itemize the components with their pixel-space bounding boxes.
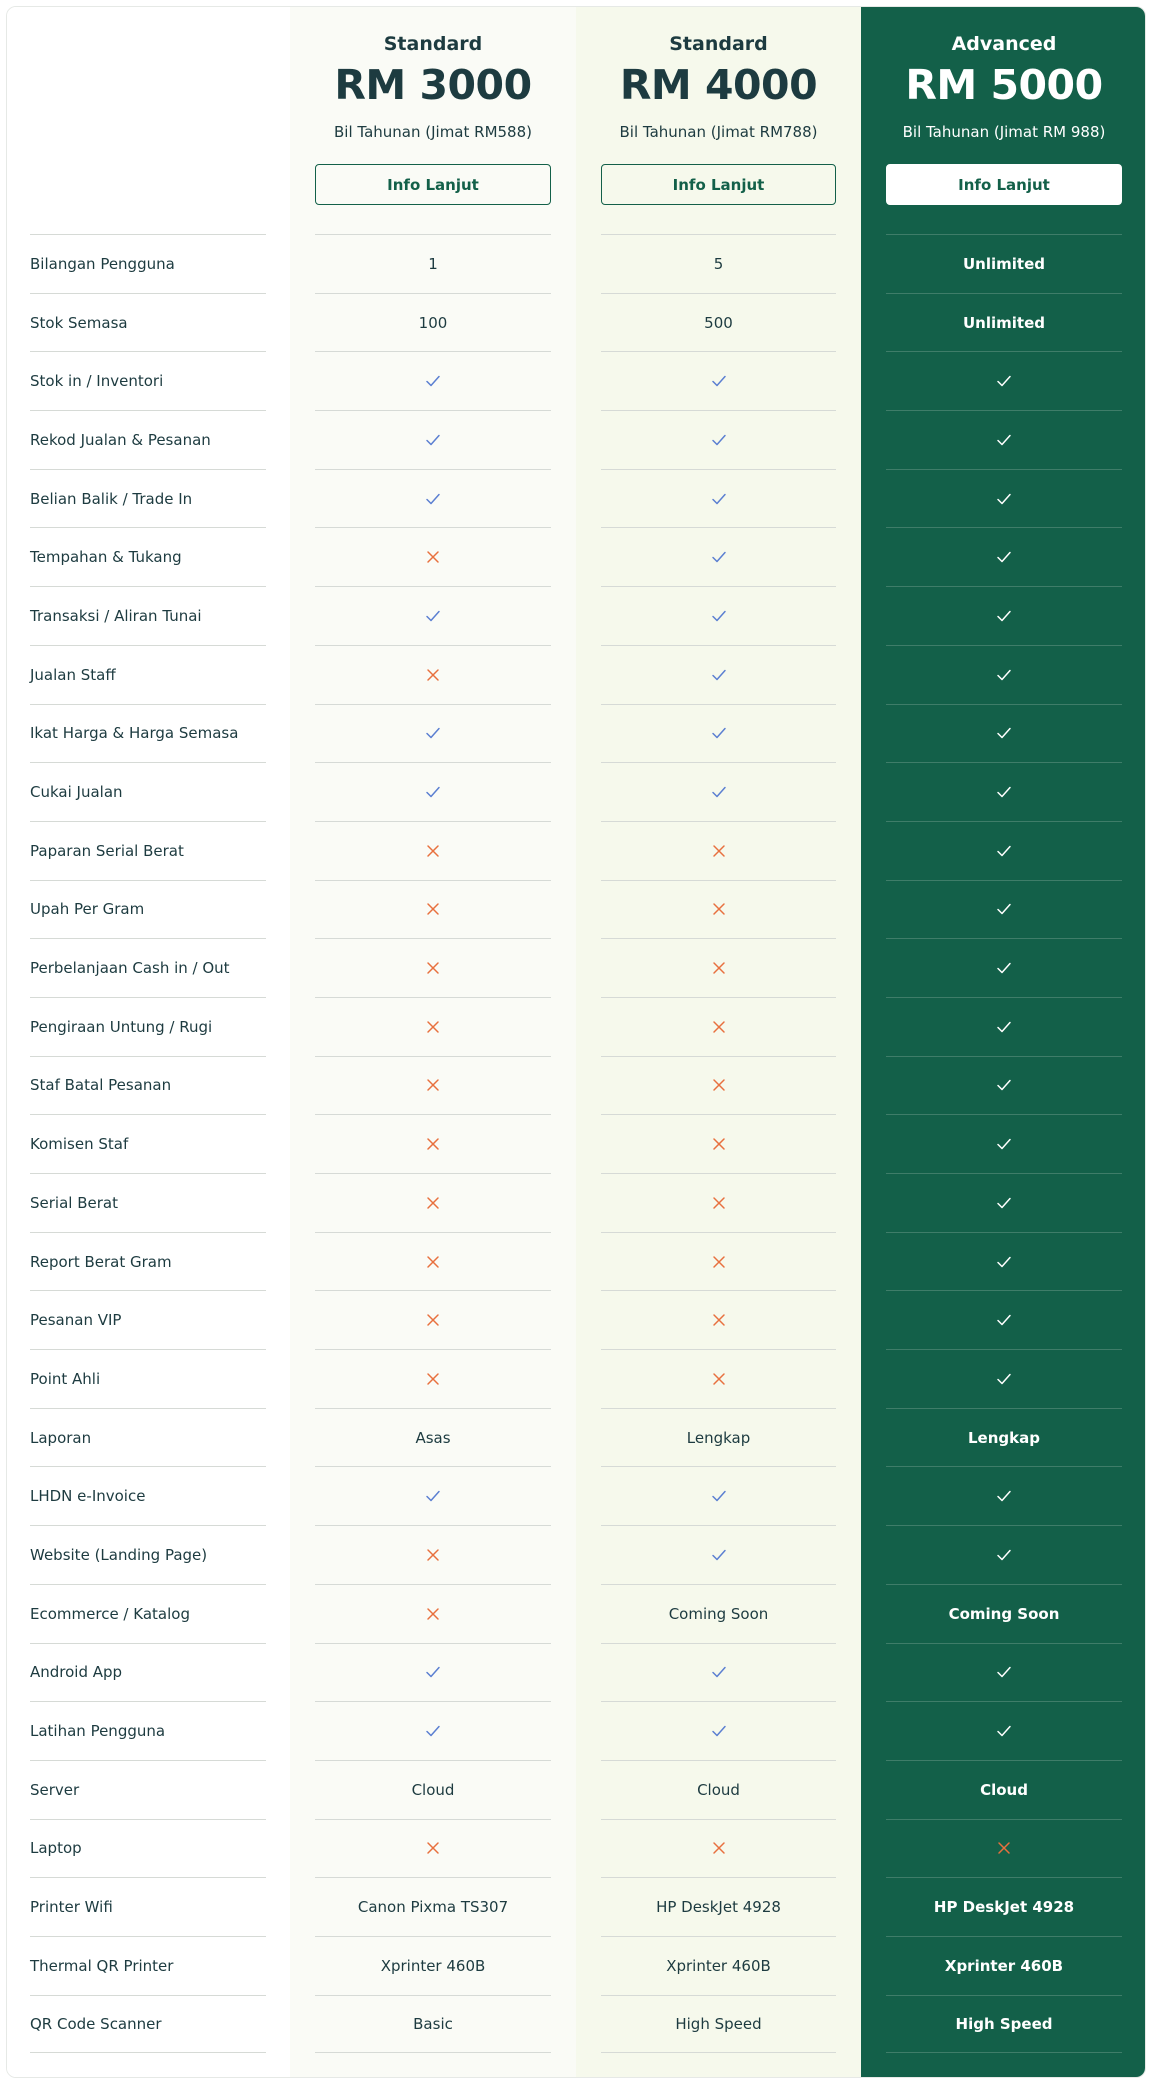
plan-header <box>290 7 576 234</box>
feature-value: Coming Soon <box>601 1584 836 1643</box>
info-lanjut-button[interactable]: Info Lanjut <box>315 164 551 205</box>
feature-excluded <box>315 1349 551 1408</box>
feature-label: Printer Wifi <box>30 1877 266 1936</box>
feature-included <box>886 351 1122 410</box>
feature-value: Xprinter 460B <box>601 1936 836 1995</box>
feature-included <box>886 1701 1122 1760</box>
cross-icon <box>711 1019 727 1035</box>
cross-icon <box>711 1840 727 1856</box>
feature-label: LHDN e-Invoice <box>30 1466 266 1525</box>
cross-icon <box>425 843 441 859</box>
pricing-table <box>6 6 1146 2078</box>
feature-value: 1 <box>315 234 551 293</box>
check-icon <box>711 784 727 800</box>
plan-header <box>861 7 1146 234</box>
check-icon <box>711 725 727 741</box>
feature-included <box>315 704 551 763</box>
feature-excluded <box>601 938 836 997</box>
feature-included <box>601 704 836 763</box>
feature-label: Bilangan Pengguna <box>30 234 266 293</box>
plan-billing: Bil Tahunan (Jimat RM 988) <box>902 123 1106 141</box>
feature-label: Ecommerce / Katalog <box>30 1584 266 1643</box>
cross-icon <box>425 1840 441 1856</box>
feature-included <box>315 1701 551 1760</box>
feature-excluded <box>315 1173 551 1232</box>
feature-value: Unlimited <box>886 234 1122 293</box>
check-icon <box>996 1547 1012 1563</box>
feature-included <box>886 1643 1122 1702</box>
feature-label: Serial Berat <box>30 1173 266 1232</box>
plan-tier: Advanced <box>951 33 1057 55</box>
feature-included <box>315 762 551 821</box>
feature-value: Xprinter 460B <box>315 1936 551 1995</box>
cross-icon <box>711 1254 727 1270</box>
check-icon <box>996 608 1012 624</box>
feature-value: Basic <box>315 1995 551 2054</box>
feature-label: Cukai Jualan <box>30 762 266 821</box>
check-icon <box>996 1488 1012 1504</box>
feature-label: Pesanan VIP <box>30 1290 266 1349</box>
check-icon <box>996 1195 1012 1211</box>
feature-excluded <box>315 1056 551 1115</box>
cross-icon <box>425 1371 441 1387</box>
feature-label: Stok Semasa <box>30 293 266 352</box>
cross-icon <box>711 843 727 859</box>
feature-excluded <box>315 938 551 997</box>
cross-icon <box>711 1077 727 1093</box>
feature-included <box>886 1173 1122 1232</box>
feature-excluded <box>315 1232 551 1291</box>
info-lanjut-button[interactable]: Info Lanjut <box>601 164 836 205</box>
check-icon <box>425 373 441 389</box>
cross-icon <box>711 1136 727 1152</box>
cross-icon <box>425 1077 441 1093</box>
feature-label: Transaksi / Aliran Tunai <box>30 586 266 645</box>
feature-label: Latihan Pengguna <box>30 1701 266 1760</box>
feature-included <box>315 1643 551 1702</box>
feature-included <box>315 469 551 528</box>
feature-included <box>886 1525 1122 1584</box>
feature-value: Xprinter 460B <box>886 1936 1122 1995</box>
check-icon <box>711 1488 727 1504</box>
check-icon <box>996 1312 1012 1328</box>
check-icon <box>996 901 1012 917</box>
cross-icon <box>711 1195 727 1211</box>
info-lanjut-button[interactable]: Info Lanjut <box>886 164 1122 205</box>
feature-label: Point Ahli <box>30 1349 266 1408</box>
feature-included <box>601 351 836 410</box>
check-icon <box>996 549 1012 565</box>
feature-excluded <box>315 821 551 880</box>
cross-icon <box>996 1840 1012 1856</box>
check-icon <box>996 960 1012 976</box>
cross-icon <box>425 901 441 917</box>
feature-value: Coming Soon <box>886 1584 1122 1643</box>
feature-label: Website (Landing Page) <box>30 1525 266 1584</box>
feature-included <box>886 586 1122 645</box>
feature-excluded <box>601 1290 836 1349</box>
feature-value: Cloud <box>601 1760 836 1819</box>
check-icon <box>996 725 1012 741</box>
feature-included <box>886 527 1122 586</box>
check-icon <box>711 1723 727 1739</box>
feature-label: Perbelanjaan Cash in / Out <box>30 938 266 997</box>
cross-icon <box>425 1254 441 1270</box>
feature-excluded <box>601 880 836 939</box>
feature-value: High Speed <box>601 1995 836 2054</box>
plan-price: RM 5000 <box>905 61 1103 109</box>
check-icon <box>996 1019 1012 1035</box>
check-icon <box>425 1488 441 1504</box>
check-icon <box>711 608 727 624</box>
plan-price: RM 4000 <box>619 61 818 109</box>
feature-included <box>886 1114 1122 1173</box>
cross-icon <box>425 1136 441 1152</box>
feature-included <box>886 1466 1122 1525</box>
feature-value: Asas <box>315 1408 551 1467</box>
check-icon <box>711 1664 727 1680</box>
plan-values <box>576 234 861 2053</box>
plan-values <box>861 234 1146 2053</box>
feature-value: Cloud <box>315 1760 551 1819</box>
feature-excluded <box>601 821 836 880</box>
feature-value: Cloud <box>886 1760 1122 1819</box>
feature-label: Ikat Harga & Harga Semasa <box>30 704 266 763</box>
cross-icon <box>425 549 441 565</box>
feature-included <box>886 410 1122 469</box>
feature-label: Belian Balik / Trade In <box>30 469 266 528</box>
feature-included <box>886 469 1122 528</box>
feature-included <box>601 1466 836 1525</box>
feature-excluded <box>315 527 551 586</box>
plan-tier: Standard <box>383 33 483 55</box>
check-icon <box>996 667 1012 683</box>
feature-label: Staf Batal Pesanan <box>30 1056 266 1115</box>
check-icon <box>711 667 727 683</box>
feature-label: Paparan Serial Berat <box>30 821 266 880</box>
check-icon <box>425 491 441 507</box>
plan-values <box>290 234 576 2053</box>
feature-excluded <box>601 997 836 1056</box>
check-icon <box>425 784 441 800</box>
check-icon <box>996 1723 1012 1739</box>
feature-label: Laporan <box>30 1408 266 1467</box>
feature-value: 100 <box>315 293 551 352</box>
check-icon <box>711 491 727 507</box>
feature-label: Jualan Staff <box>30 645 266 704</box>
feature-excluded <box>315 1584 551 1643</box>
feature-column <box>7 7 290 2077</box>
feature-included <box>601 586 836 645</box>
cross-icon <box>425 1019 441 1035</box>
feature-included <box>601 762 836 821</box>
check-icon <box>711 432 727 448</box>
feature-included <box>886 880 1122 939</box>
feature-included <box>886 938 1122 997</box>
feature-label: Server <box>30 1760 266 1819</box>
feature-label: Upah Per Gram <box>30 880 266 939</box>
feature-value: Lengkap <box>601 1408 836 1467</box>
check-icon <box>996 784 1012 800</box>
feature-included <box>886 1232 1122 1291</box>
cross-icon <box>711 960 727 976</box>
check-icon <box>996 1254 1012 1270</box>
feature-included <box>886 821 1122 880</box>
cross-icon <box>425 1547 441 1563</box>
cross-icon <box>711 901 727 917</box>
feature-included <box>315 1466 551 1525</box>
feature-included <box>886 762 1122 821</box>
plan-tier: Standard <box>669 33 768 55</box>
feature-included <box>601 1701 836 1760</box>
feature-excluded <box>601 1819 836 1878</box>
check-icon <box>996 1077 1012 1093</box>
check-icon <box>711 1547 727 1563</box>
feature-included <box>601 645 836 704</box>
feature-excluded <box>315 880 551 939</box>
feature-value: HP DeskJet 4928 <box>886 1877 1122 1936</box>
feature-value: 5 <box>601 234 836 293</box>
feature-included <box>886 704 1122 763</box>
feature-excluded <box>315 645 551 704</box>
feature-value: HP DeskJet 4928 <box>601 1877 836 1936</box>
feature-excluded <box>601 1232 836 1291</box>
feature-excluded <box>601 1056 836 1115</box>
check-icon <box>996 1371 1012 1387</box>
feature-excluded <box>601 1349 836 1408</box>
feature-excluded <box>315 997 551 1056</box>
cross-icon <box>711 1312 727 1328</box>
check-icon <box>711 373 727 389</box>
check-icon <box>996 1664 1012 1680</box>
feature-included <box>601 469 836 528</box>
feature-included <box>886 1056 1122 1115</box>
check-icon <box>425 1723 441 1739</box>
feature-list <box>7 234 290 2053</box>
cross-icon <box>711 1371 727 1387</box>
feature-included <box>601 410 836 469</box>
cross-icon <box>425 667 441 683</box>
check-icon <box>996 491 1012 507</box>
feature-included <box>601 1525 836 1584</box>
feature-included <box>315 586 551 645</box>
feature-value: Lengkap <box>886 1408 1122 1467</box>
feature-value: 500 <box>601 293 836 352</box>
cross-icon <box>425 960 441 976</box>
check-icon <box>996 1136 1012 1152</box>
plan-price: RM 3000 <box>334 61 532 109</box>
feature-excluded <box>315 1290 551 1349</box>
feature-included <box>601 527 836 586</box>
check-icon <box>425 432 441 448</box>
feature-included <box>886 645 1122 704</box>
feature-label: Stok in / Inventori <box>30 351 266 410</box>
feature-excluded <box>315 1114 551 1173</box>
plan-header <box>576 7 861 234</box>
feature-excluded <box>601 1114 836 1173</box>
cross-icon <box>425 1606 441 1622</box>
check-icon <box>996 843 1012 859</box>
plan-billing: Bil Tahunan (Jimat RM788) <box>619 123 818 141</box>
check-icon <box>996 432 1012 448</box>
feature-included <box>886 997 1122 1056</box>
plan-column-standard-4000 <box>576 7 861 2077</box>
feature-label: Android App <box>30 1643 266 1702</box>
feature-excluded <box>886 1819 1122 1878</box>
feature-label: Laptop <box>30 1819 266 1878</box>
check-icon <box>425 725 441 741</box>
check-icon <box>425 608 441 624</box>
feature-value: Unlimited <box>886 293 1122 352</box>
feature-included <box>601 1643 836 1702</box>
feature-excluded <box>315 1819 551 1878</box>
plan-column-standard-3000 <box>290 7 576 2077</box>
feature-included <box>886 1290 1122 1349</box>
feature-label: Thermal QR Printer <box>30 1936 266 1995</box>
check-icon <box>996 373 1012 389</box>
plan-column-advanced-5000 <box>861 7 1146 2077</box>
feature-included <box>886 1349 1122 1408</box>
feature-label: Komisen Staf <box>30 1114 266 1173</box>
feature-value: High Speed <box>886 1995 1122 2054</box>
plan-billing: Bil Tahunan (Jimat RM588) <box>334 123 532 141</box>
cross-icon <box>425 1195 441 1211</box>
feature-included <box>315 351 551 410</box>
feature-label: QR Code Scanner <box>30 1995 266 2054</box>
feature-label: Pengiraan Untung / Rugi <box>30 997 266 1056</box>
feature-included <box>315 410 551 469</box>
feature-label: Report Berat Gram <box>30 1232 266 1291</box>
feature-label: Rekod Jualan & Pesanan <box>30 410 266 469</box>
cross-icon <box>425 1312 441 1328</box>
check-icon <box>711 549 727 565</box>
check-icon <box>425 1664 441 1680</box>
feature-excluded <box>601 1173 836 1232</box>
feature-label: Tempahan & Tukang <box>30 527 266 586</box>
feature-value: Canon Pixma TS307 <box>315 1877 551 1936</box>
feature-excluded <box>315 1525 551 1584</box>
